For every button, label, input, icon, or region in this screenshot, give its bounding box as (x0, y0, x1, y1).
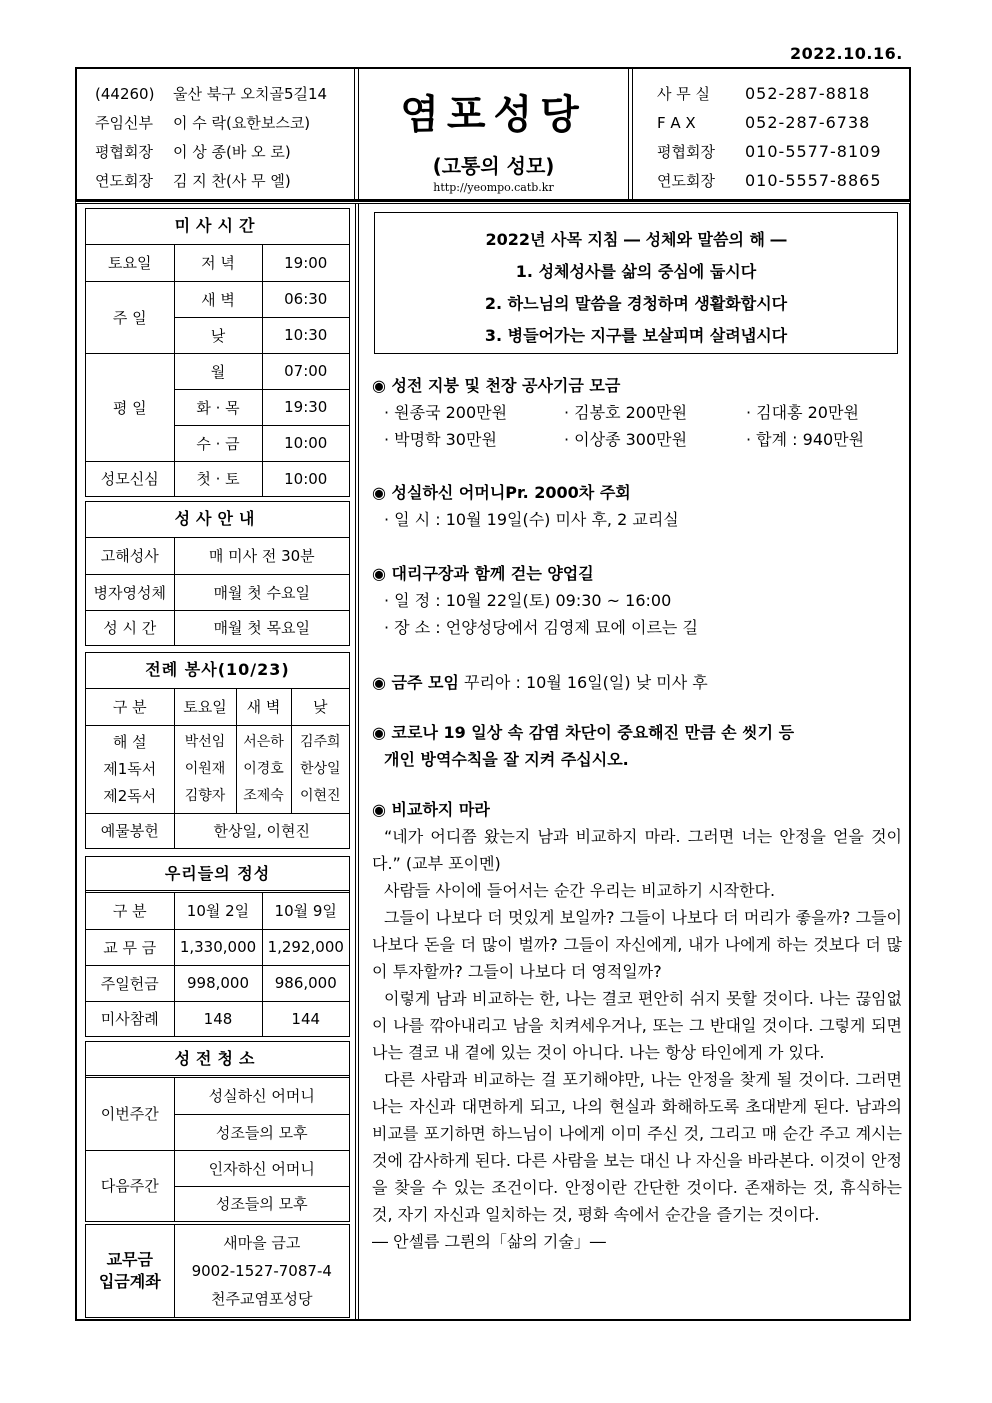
walk-section (372, 560, 902, 641)
prayer-phone-row: 연도회장 010-5557-8865 (657, 171, 882, 190)
guideline-line: 2. 하느님의 말씀을 경청하며 생활화합시다 (484, 294, 788, 313)
column-divider (355, 204, 359, 1319)
liturgy-sat: 박선임 이원재 김향자 (174, 725, 236, 813)
meeting-text: 꾸리아 : 10월 16일(일) 낮 미사 후 (458, 673, 708, 692)
header (75, 67, 911, 201)
liturgy-box: 전례 봉사(10/23) 구 분 토요일 새 벽 낮 해 설 제1독서 제2독서 박선임 이원재 김향자 서은하 이경호 조제숙 김주희 한상일 이현진 예물봉헌 한상일, 이현진 (85, 652, 350, 849)
covid-line: 개인 방역수칙을 잘 지켜 주십시오. (384, 750, 629, 769)
fund-title: ◉ 성전 지붕 및 천장 공사기금 모금 (372, 376, 621, 395)
liturgy-day: 김주희 한상일 이현진 (291, 725, 349, 813)
covid-section (372, 719, 902, 773)
donation-title: 우리들의 정성 (86, 857, 349, 893)
address-row: (44260) 울산 북구 오치골5길14 (95, 84, 328, 103)
donation-box: 우리들의 정성 구 분 10월 2일 10월 9일 교 무 금 1,330,000 1,292,000 주일헌금 998,000 986,000 미사참례 148 144 (85, 856, 350, 1037)
essay-paragraph: 사람들 사이에 들어서는 순간 우리는 비교하기 시작한다. (384, 881, 776, 900)
parish-url[interactable]: http://yeompo.catb.kr (433, 181, 554, 194)
mother-title: ◉ 성실하신 어머니Pr. 2000차 주회 (372, 483, 631, 502)
fax-row: F A X 052-287-6738 (657, 113, 871, 132)
essay-paragraph: 그들이 나보다 더 멋있게 보일까? 그들이 나보다 더 머리가 좋을까? 그들이 나보다 돈을 더 많이 벌까? 그들이 자신에게, 내가 나에게 하는 것보다 더 많이 투자할까? 그들이 나보다 더 영적일까? (372, 908, 902, 981)
council-phone-row: 평협회장 010-5577-8109 (657, 142, 882, 161)
liturgy-title: 전례 봉사(10/23) (86, 653, 349, 689)
liturgy-dawn: 서은하 이경호 조제숙 (236, 725, 291, 813)
parish-title: 염포성당 (400, 92, 587, 138)
sacrament-title: 성사안내 (86, 502, 349, 538)
mother-line: · 일 시 : 10월 19일(수) 미사 후, 2 교리실 (384, 510, 679, 529)
fund-row: · 박명학 30만원 · 이상종 300만원 · 합계 : 940만원 (384, 430, 865, 449)
walk-line: · 장 소 : 언양성당에서 김영제 묘에 이르는 길 (384, 618, 698, 637)
pastor-row: 주임신부 이 수 락(요한보스코) (95, 114, 311, 132)
fund-row: · 원종국 200만원 · 김봉호 200만원 · 김대홍 20만원 (384, 403, 859, 422)
parish-subtitle: (고통의 성모) (432, 154, 555, 178)
pastoral-guideline-box (374, 212, 898, 354)
meeting-title: ◉ 금주 모임 (372, 673, 459, 692)
essay-signature: ― 안셀름 그륀의「삶의 기술」― (372, 1232, 606, 1251)
cleaning-box: 성전청소 이번주간 성실하신 어머니 성조들의 모후 다음주간 인자하신 어머니 성조들의 모후 (85, 1041, 350, 1222)
mother-section (372, 479, 902, 533)
council-row: 평협회장 이 상 종(바 오 로) (95, 143, 291, 161)
cleaning-title: 성전청소 (86, 1042, 349, 1078)
essay-paragraph: “네가 어디쯤 왔는지 남과 비교하지 마라. 그러면 너는 안정을 얻을 것이다.” (교부 포이멘) (372, 827, 902, 873)
main-content (364, 204, 909, 1319)
essay-paragraph: 다른 사람과 비교하는 걸 포기해야만, 나는 안정을 찾게 될 것이다. 그러면 나는 자신과 대면하게 되고, 나의 현실과 화해하도록 초대받게 된다. 남과의 비교를 포기하면 하느님이 나에게 이미 주신 것, 그리고 매 순간 주고 계시는 것에 감사하게 된다. 다른 사람을 보는 대신 나 자신을 바라본다. 이것이 안정을 찾을 수 있는 조건이다. 안정이란 간단한 것이다. 존재하는 것, 휴식하는 것, 자기 자신과 일치하는 것, 평화 속에서 순간을 즐기는 것이다. (372, 1070, 902, 1224)
account-box (85, 1224, 350, 1318)
account-label: 교무금 입금계좌 (86, 1225, 174, 1317)
walk-line: · 일 정 : 10월 22일(토) 09:30 ~ 16:00 (384, 591, 672, 610)
guideline-line: 1. 성체성사를 삶의 중심에 둡시다 (515, 262, 757, 281)
mass-times-box: 미사시간 토요일 저 녁 19:00 주 일 새 벽 06:30 낮 10:30 평 일 월 07:00 화 · 목 19:30 수 · 금 10:00 성모신심 첫 · 토 10:00 (85, 208, 350, 497)
liturgy-roles: 해 설 제1독서 제2독서 (86, 725, 174, 813)
account-info: 새마을 금고 9002-1527-7087-4 천주교염포성당 (191, 1234, 332, 1308)
prayer-row: 연도회장 김 지 찬(사 무 엘) (95, 172, 291, 190)
walk-title: ◉ 대리구장과 함께 걷는 양업길 (372, 564, 594, 583)
fund-section (372, 372, 902, 453)
guideline-line: 3. 병들어가는 지구를 보살피며 살려냅시다 (484, 326, 788, 345)
header-address-block (77, 69, 355, 199)
sacrament-box: 성사안내 고해성사 매 미사 전 30분 병자영성체 매월 첫 수요일 성 시 간 매월 첫 목요일 (85, 501, 350, 646)
header-contact-block (633, 69, 911, 199)
covid-line: ◉ 코로나 19 일상 속 감염 차단이 중요해진 만큼 손 씻기 등 (372, 723, 795, 742)
essay-paragraph: 이렇게 남과 비교하는 한, 나는 결코 편안히 쉬지 못할 것이다. 나는 끊임없이 나를 깎아내리고 남을 치켜세우거나, 또는 그 반대일 것이다. 그렇게 되면 나는 결코 내 곁에 있는 것이 아니다. 나는 항상 타인에게 가 있다. (372, 989, 902, 1062)
office-row: 사 무 실 052-287-8818 (657, 84, 871, 103)
header-title-block (355, 69, 633, 199)
essay-title: ◉ 비교하지 마라 (372, 800, 490, 819)
mass-times-title: 미사시간 (86, 209, 349, 245)
bulletin-date: 2022.10.16. (790, 44, 903, 63)
meeting-section (372, 669, 902, 696)
essay-section (372, 796, 902, 1255)
body-frame (75, 201, 911, 1321)
guideline-title: 2022년 사목 지침 ― 성체와 말씀의 해 ― (485, 230, 787, 249)
